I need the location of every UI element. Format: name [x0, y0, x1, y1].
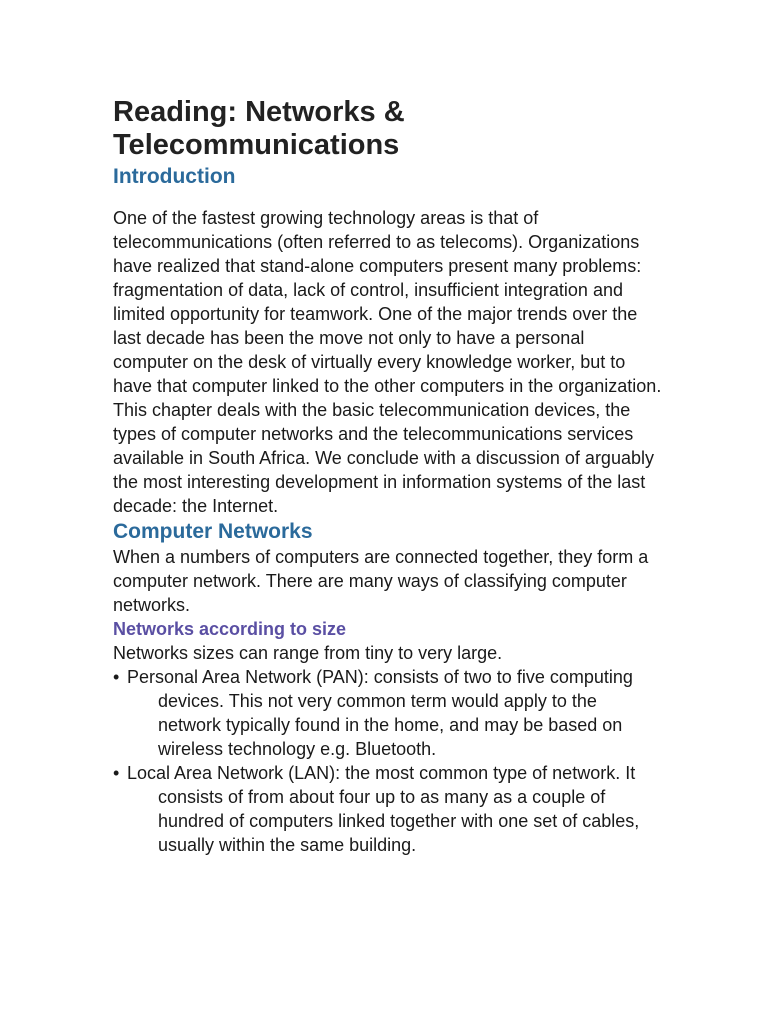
subheading-networks-by-size: Networks according to size — [113, 619, 347, 639]
introduction-paragraph: One of the fastest growing technology areas is that of telecommunications (often referred to as telecoms). Organizations have realized that stand-alone computers present many problems: fragmentation of data, lack of control, insufficient integration and limited opportunity for teamwork. One of the major trends over the last decade has been the move not only to have a personal computer on the desk of virtually every knowledge worker, but to have that computer linked to the other computers in the organization. This chapter deals with the basic telecommunication devices, the types of computer networks and the telecommunications services available in South Africa. We conclude with a discussion of arguably the most interesting development in information systems of the last decade: the Internet. — [113, 208, 662, 516]
bullet-icon: • — [113, 763, 120, 783]
networks-size-lead: Networks sizes can range from tiny to very large. — [113, 643, 503, 663]
section-heading-introduction: Introduction — [113, 165, 236, 188]
document-title: Reading: Networks & Telecommunications — [113, 96, 405, 161]
computer-networks-paragraph: When a numbers of computers are connected together, they form a computer network. There are many ways of classifying computer networks. — [113, 547, 649, 615]
list-item-pan — [113, 665, 663, 761]
network-size-list — [113, 665, 663, 857]
list-item-lan — [113, 761, 663, 857]
bullet-icon: • — [113, 667, 120, 687]
section-heading-computer-networks: Computer Networks — [113, 520, 313, 543]
document-page — [113, 96, 663, 857]
list-item-text: Local Area Network (LAN): the most common type of network. It consists of from about four up to as many as a couple of hundred of computers linked together with one set of cables, usually within the same building. — [127, 763, 640, 855]
list-item-text: Personal Area Network (PAN): consists of two to five computing devices. This not very common term would apply to the network typically found in the home, and may be based on wireless technology e.g. Bluetooth. — [127, 667, 633, 759]
